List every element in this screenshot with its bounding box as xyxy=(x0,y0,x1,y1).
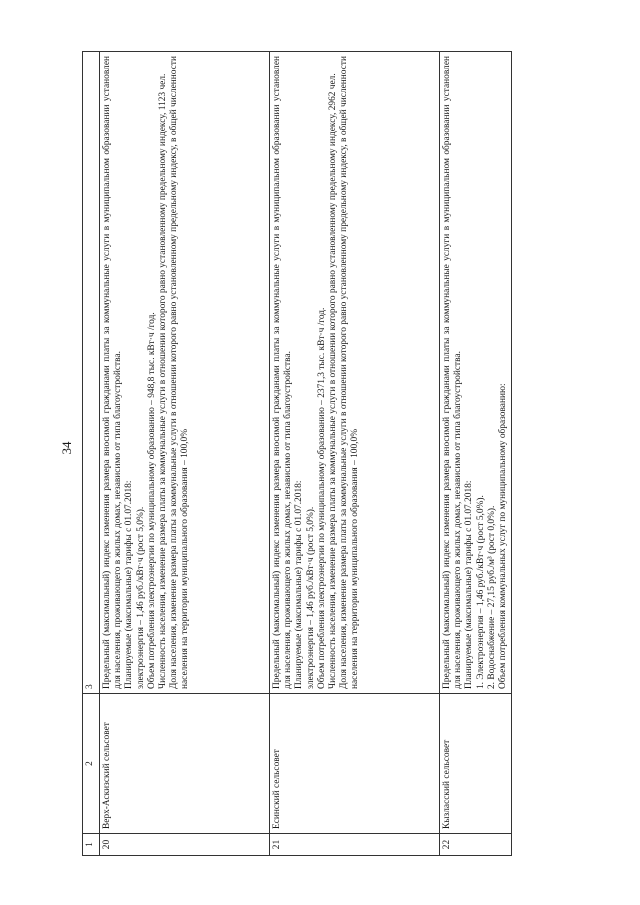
header-col-1: 1 xyxy=(83,834,100,856)
description-line: Планируемые (максимальные) тарифы с 01.07.2018: xyxy=(294,480,305,689)
rotated-content xyxy=(82,51,509,856)
municipality-name: Верх-Аскизский сельсовет xyxy=(100,694,270,834)
description-line: Объем потребления электроэнергии по муниципальному образованию – 2371,3 тыс. кВт·ч /год. xyxy=(316,307,327,689)
row-number: 20 xyxy=(100,834,270,856)
tariff-table xyxy=(82,51,512,856)
table-row xyxy=(100,52,270,856)
municipality-name: Кызласский сельсовет xyxy=(440,694,512,834)
description-line: Предельный (максимальный) индекс изменения размера вносимой гражданами платы за коммунальные услуги в муниципальном образовании установлен для населения, проживающего в жилых домах, независимо от типа благоустройства. xyxy=(272,56,294,689)
description-line: Доля населения, изменение размера платы за коммунальные услуги в отношении которого равно установленному предельному индексу, в общей численности населения на территории муниципального образования – 100,0% xyxy=(169,56,191,689)
row-description xyxy=(100,52,270,694)
description-line: Объем потребления электроэнергии по муниципальному образованию – 948,8 тыс. кВт·ч /год. xyxy=(146,312,157,689)
description-line: 2. Водоснабжение – 27,15 руб./м³ (рост 0,0%). xyxy=(486,505,497,689)
row-number: 21 xyxy=(270,834,440,856)
description-line: Численность населения, изменение размера платы за коммунальные услуги в отношении которого равно установленному предельному индексу, 1123 чел. xyxy=(158,73,169,689)
page-number: 34 xyxy=(59,441,74,455)
row-number: 22 xyxy=(440,834,512,856)
rotated-sheet xyxy=(82,51,509,856)
row-description xyxy=(440,52,512,694)
municipality-name: Есинский сельсовет xyxy=(270,694,440,834)
header-row xyxy=(83,52,100,856)
header-col-2: 2 xyxy=(83,694,100,834)
description-line: Предельный (максимальный) индекс изменения размера вносимой гражданами платы за коммунальные услуги в муниципальном образовании установлен для населения, проживающего в жилых домах, независимо от типа благоустройства. xyxy=(442,56,464,689)
description-line: Доля населения, изменение размера платы за коммунальные услуги в отношении которого равно установленному предельному индексу, в общей численности населения на территории муниципального образования – 100,0% xyxy=(339,56,361,689)
description-line: Объем потребления коммунальных услуг по муниципальному образованию: xyxy=(498,383,509,689)
header-col-3: 3 xyxy=(83,52,100,694)
description-line: электроэнергия – 1,46 руб./кВт·ч (рост 5,0%). xyxy=(135,506,146,689)
description-line: электроэнергия – 1,46 руб./кВт·ч (рост 5,0%). xyxy=(305,506,316,689)
table-row xyxy=(440,52,512,856)
row-description xyxy=(270,52,440,694)
description-line: Предельный (максимальный) индекс изменения размера вносимой гражданами платы за коммунальные услуги в муниципальном образовании установлен для населения, проживающего в жилых домах, независимо от типа благоустройства. xyxy=(102,56,124,689)
description-line: 1. Электроэнергия – 1,46 руб./кВт·ч (рост 5,0%). xyxy=(475,495,486,689)
description-line: Планируемые (максимальные) тарифы с 01.07.2018: xyxy=(124,480,135,689)
description-line: Численность населения, изменение размера платы за коммунальные услуги в отношении которого равно установленному предельному индексу, 2962 чел. xyxy=(328,73,339,689)
description-line: Планируемые (максимальные) тарифы с 01.07.2018: xyxy=(464,480,475,689)
table-row xyxy=(270,52,440,856)
